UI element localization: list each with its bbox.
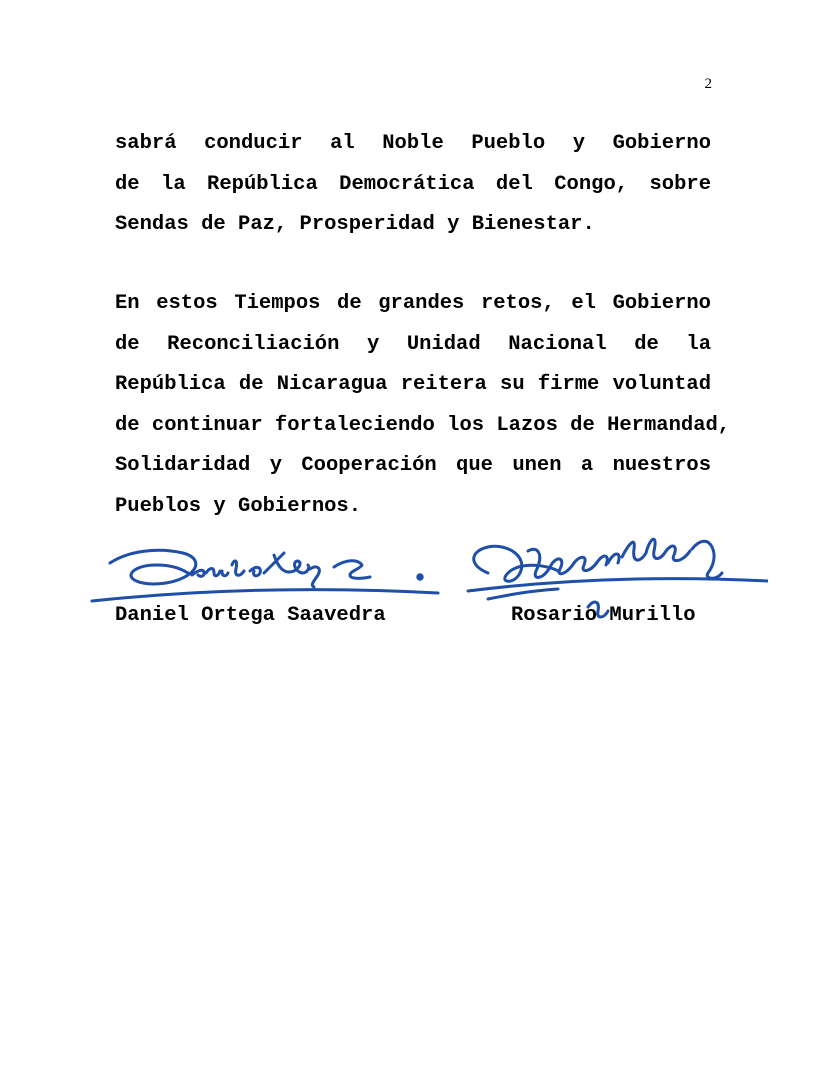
paragraph-line: República de Nicaragua reitera su firme voluntad [115, 373, 711, 396]
paragraph-line: de la República Democrática del Congo, sobre [115, 172, 711, 196]
paragraph-line: Solidaridad y Cooperación que unen a nuestros [115, 454, 711, 477]
signature-daniel-ortega [92, 550, 438, 601]
paragraph-line: sabrá conducir al Noble Pueblo y Gobierno [115, 132, 711, 155]
paragraph-line: Sendas de Paz, Prosperidad y Bienestar. [115, 213, 595, 236]
paragraph-line: de Reconciliación y Unidad Nacional de la [115, 332, 711, 356]
paragraph-line: Pueblos y Gobiernos. [115, 494, 362, 518]
signatory-name-daniel-ortega: Daniel Ortega Saavedra [115, 604, 386, 627]
page-number: 2 [704, 76, 712, 92]
paragraph-line: En estos Tiempos de grandes retos, el Gobierno [115, 292, 711, 315]
paragraph-2 [115, 284, 731, 527]
paragraph-line: de continuar fortaleciendo los Lazos de Hermandad, [115, 413, 731, 437]
signatory-name-rosario-murillo: Rosario Murillo [511, 604, 696, 627]
paragraph-1 [115, 124, 711, 246]
